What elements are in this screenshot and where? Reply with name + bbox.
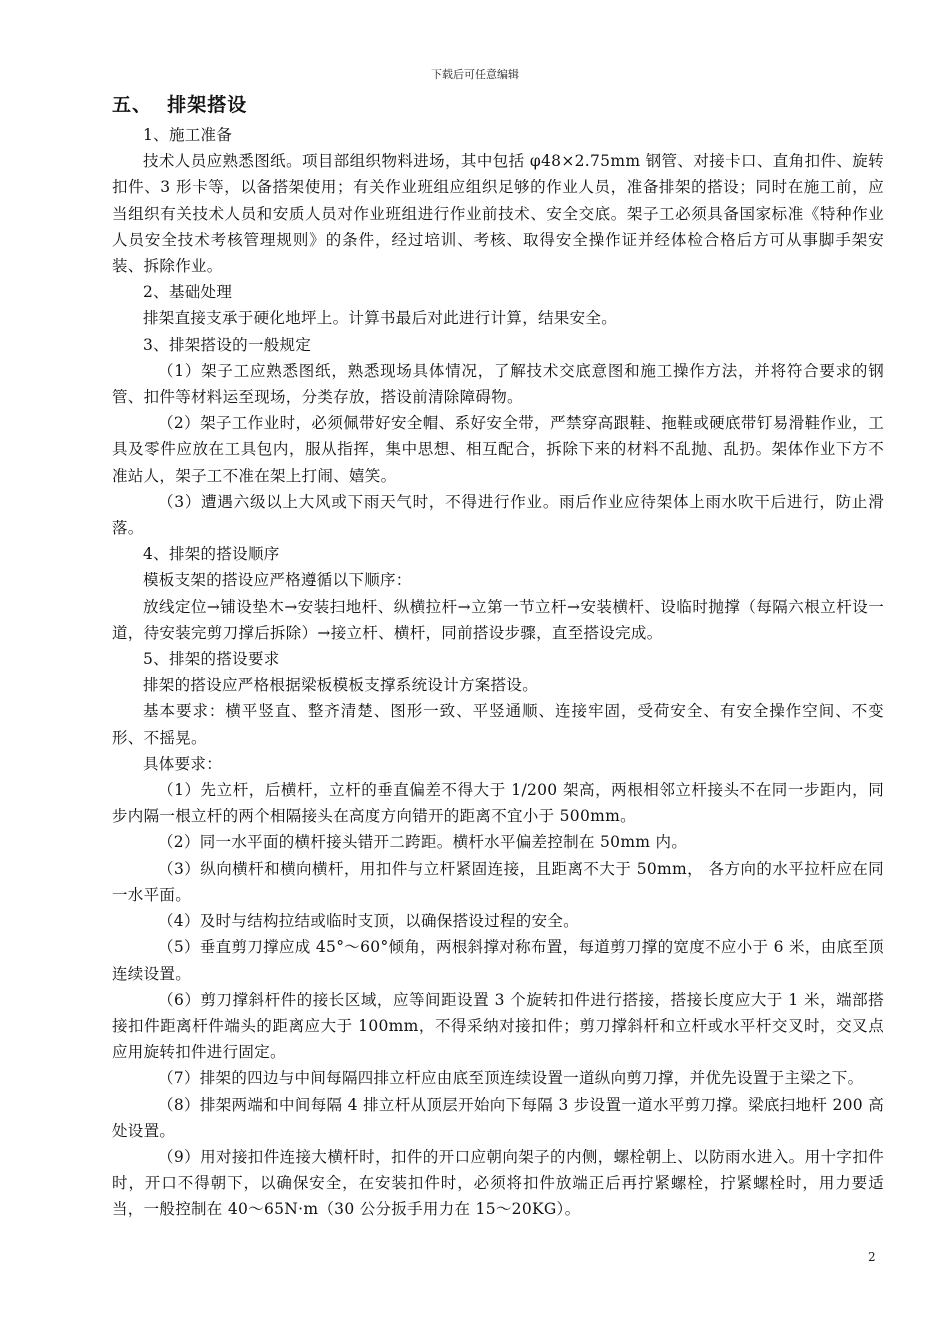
paragraph: 模板支架的搭设应严格遵循以下顺序： [143, 571, 412, 590]
page-number: 2 [868, 1250, 876, 1264]
paragraph: 2、基础处理 [143, 283, 233, 302]
paragraph: 排架的搭设应严格根据梁板模板支撑系统设计方案搭设。 [143, 676, 539, 695]
paragraph: （2）同一水平面的横杆接头错开二跨距。横杆水平偏差控制在 50mm 内。 [158, 833, 688, 852]
document-body [112, 88, 884, 1223]
paragraph: 排架直接支承于硬化地坪上。计算书最后对此进行计算，结果安全。 [143, 309, 618, 328]
paragraph: （2）架子工作业时，必须佩带好安全帽、系好安全带，严禁穿高跟鞋、拖鞋或硬底带钉易滑鞋作业，工具及零件应放在工具包内，服从指挥，集中思想、相互配合，拆除下来的材料不乱抛、乱扔。架体作业下方不准站人，架子工不准在架上打闹、嬉笑。 [112, 414, 884, 485]
paragraph: 放线定位→铺设垫木→安装扫地杆、纵横拉杆→立第一节立杆→安装横杆、设临时抛撑（每隔六根立杆设一道，待安装完剪刀撑后拆除）→接立杆、横杆，同前搭设步骤，直至搭设完成。 [112, 597, 884, 642]
paragraph: （1）先立杆，后横杆，立杆的垂直偏差不得大于 1/200 架高，两根相邻立杆接头不在同一步距内，同步内隔一根立杆的两个相隔接头在高度方向错开的距离不宜小于 500mm。 [112, 781, 884, 826]
paragraph-list [112, 122, 884, 1223]
paragraph: 技术人员应熟悉图纸。项目部组织物料进场，其中包括 φ48×2.75mm 钢管、对接卡口、直角扣件、旋转扣件、3 形卡等，以备搭架使用；有关作业班组应组织足够的作业人员，准备排架的搭设；同时在施工前，应当组织有关技术人员和安质人员对作业班组进行作业前技术、安全交底。架子工必须具备国家标准《特种作业人员安全技术考核管理规则》的条件，经过培训、考核、取得安全操作证并经体检合格后方可从事脚手架安装、拆除作业。 [112, 152, 884, 276]
paragraph: （4）及时与结构拉结或临时支顶，以确保搭设过程的安全。 [158, 912, 579, 931]
paragraph: 4、排架的搭设顺序 [143, 545, 280, 564]
paragraph: （8）排架两端和中间每隔 4 排立杆从顶层开始向下每隔 3 步设置一道水平剪刀撑。梁底扫地杆 200 高处设置。 [112, 1095, 884, 1140]
paragraph: （7）排架的四边与中间每隔四排立杆应由底至顶连续设置一道纵向剪刀撑，并优先设置于主梁之下。 [158, 1069, 864, 1088]
page-header: 下载后可任意编辑 [431, 68, 519, 81]
section-title: 五、 排架搭设 [112, 94, 248, 116]
paragraph: 1、施工准备 [143, 126, 233, 144]
paragraph: （3）遭遇六级以上大风或下雨天气时，不得进行作业。雨后作业应待架体上雨水吹干后进行，防止滑落。 [112, 492, 884, 538]
paragraph: 3、排架搭设的一般规定 [143, 335, 312, 354]
paragraph: （9）用对接扣件连接大横杆时，扣件的开口应朝向架子的内侧，螺栓朝上、以防雨水进入。用十字扣件时，开口不得朝下，以确保安全，在安装扣件时，必须将扣件放端正后再拧紧螺栓，拧紧螺栓时，用力要适当，一般控制在 40～65N·m（30 公分扳手用力在 15～20KG）。 [112, 1147, 884, 1219]
paragraph: （1）架子工应熟悉图纸，熟悉现场具体情况，了解技术交底意图和施工操作方法，并将符合要求的钢管、扣件等材料运至现场，分类存放，搭设前清除障碍物。 [112, 361, 884, 407]
paragraph: （6）剪刀撑斜杆件的接长区域，应等间距设置 3 个旋转扣件进行搭接，搭接长度应大于 1 米，端部搭接扣件距离杆件端头的距离应大于 100mm，不得采纳对接扣件；剪刀撑斜杆和立杆或水平杆交叉时，交叉点应用旋转扣件进行固定。 [112, 990, 884, 1062]
paragraph: 5、排架的搭设要求 [143, 650, 280, 669]
paragraph: 具体要求： [143, 754, 223, 773]
paragraph: （5）垂直剪刀撑应成 45°～60°倾角，两根斜撑对称布置，每道剪刀撑的宽度不应小于 6 米，由底至顶连续设置。 [112, 938, 884, 983]
paragraph: （3）纵向横杆和横向横杆，用扣件与立杆紧固连接，且距离不大于 50mm， 各方向的水平拉杆应在同一水平面。 [112, 859, 884, 904]
paragraph: 基本要求：横平竖直、整齐清楚、图形一致、平竖通顺、连接牢固，受荷安全、有安全操作空间、不变形、不摇晃。 [112, 702, 884, 747]
